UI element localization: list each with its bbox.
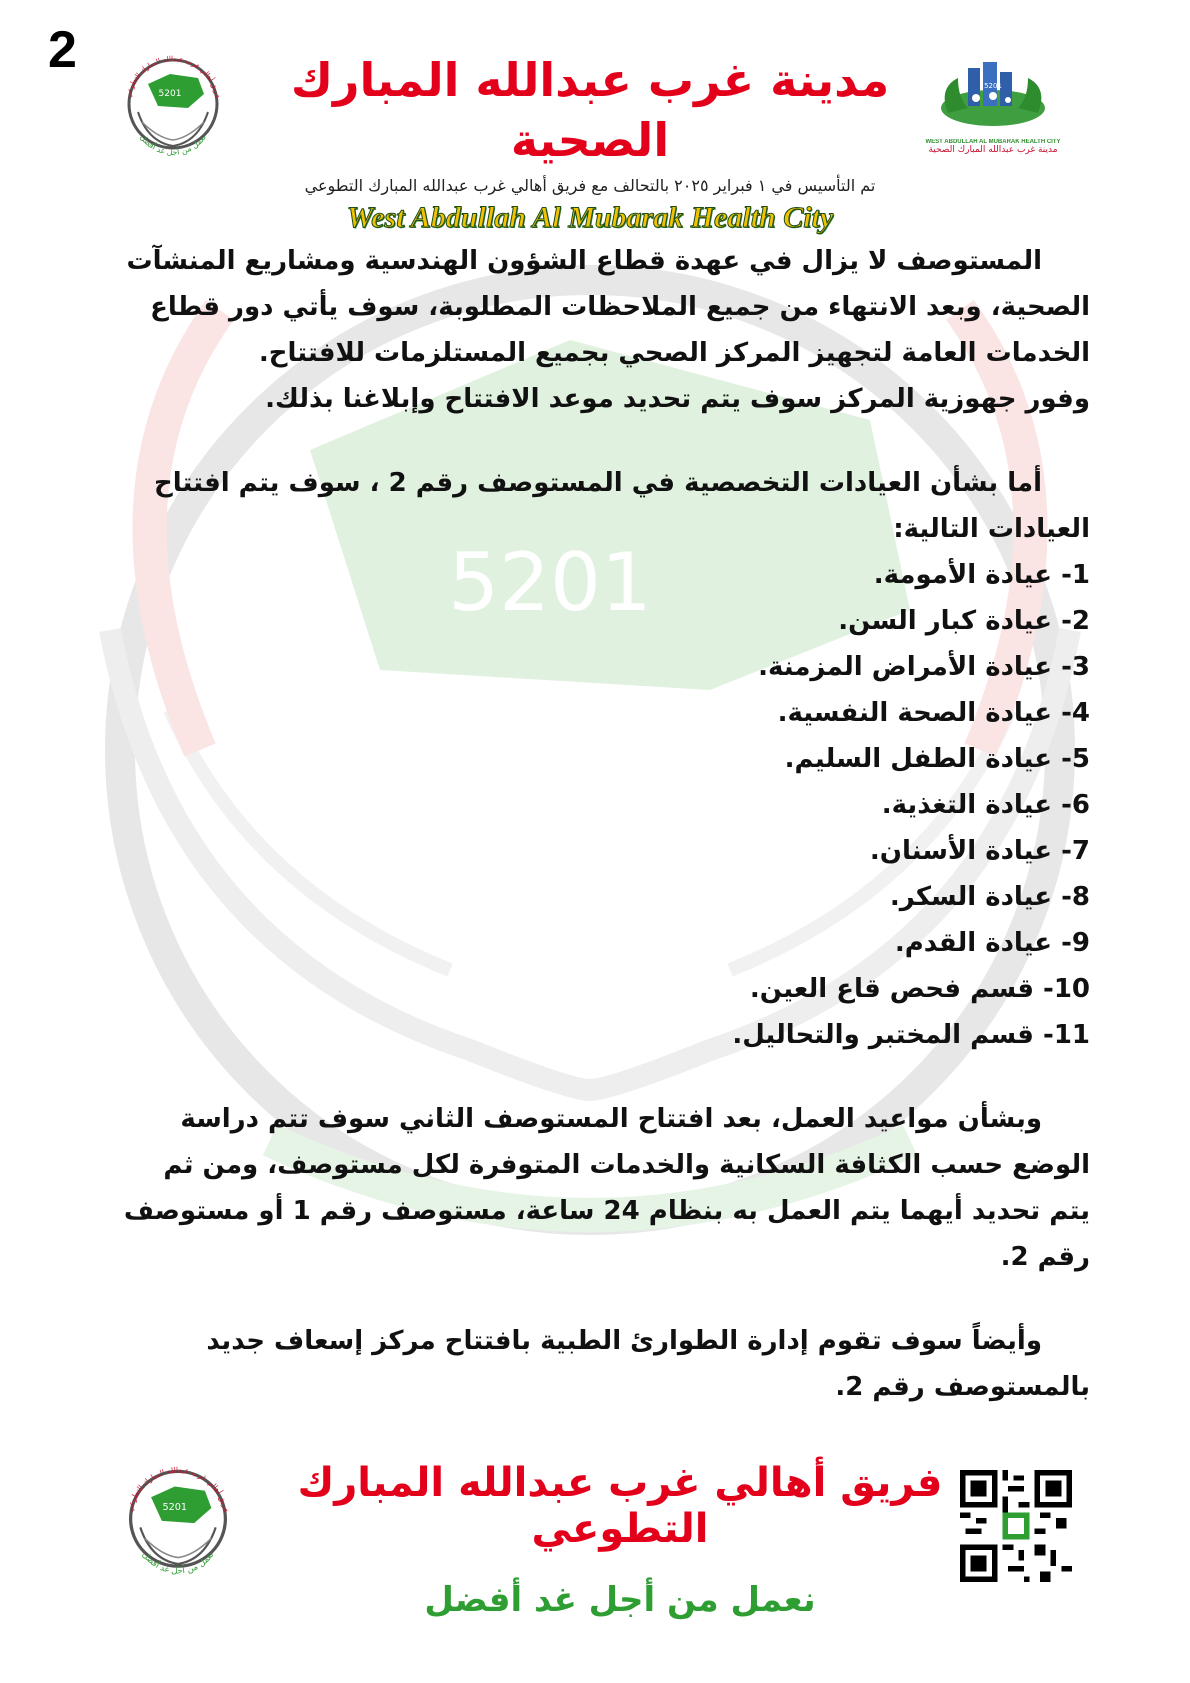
- city-title-ar: مدينة غرب عبدالله المبارك الصحية: [290, 53, 890, 167]
- right-logo-badge-number: 5201: [984, 82, 1002, 90]
- list-item: 10- قسم فحص قاع العين.: [749, 974, 1090, 1004]
- list-item: 5- عيادة الطفل السليم.: [784, 744, 1090, 774]
- watermark-badge-number: 5201: [448, 536, 652, 629]
- article-body: [120, 238, 1090, 1410]
- list-item: 8- عيادة السكر.: [889, 882, 1090, 912]
- right-logo-caption-en: WEST ABDULLAH AL MUBARAK HEALTH CITY: [925, 139, 1061, 145]
- footer-team-logo: [118, 1452, 238, 1596]
- clinic-list: [120, 552, 1090, 1058]
- team-logo: [118, 42, 228, 176]
- team-name: فريق أهالي غرب عبدالله المبارك التطوعي: [297, 1460, 943, 1552]
- list-item: 6- عيادة التغذية.: [881, 790, 1090, 820]
- paragraph-4: وأيضاً سوف تقوم إدارة الطوارئ الطبية بافتتاح مركز إسعاف جديد بالمستوصف رقم 2.: [206, 1326, 1090, 1402]
- logo-motto: نعمل من أجل غد أفضل: [138, 132, 208, 157]
- page-number: 2: [48, 21, 77, 79]
- logo-badge-number: 5201: [158, 89, 182, 99]
- list-item: 1- عيادة الأمومة.: [873, 560, 1090, 590]
- right-logo-caption-ar: مدينة غرب عبدالله المبارك الصحية: [928, 145, 1058, 155]
- founding-line: تم التأسيس في ١ فبراير ٢٠٢٥ بالتحالف مع فريق أهالي غرب عبدالله المبارك التطوعي: [304, 176, 876, 195]
- team-slogan: نعمل من أجل غد أفضل: [424, 1580, 816, 1620]
- list-item: 7- عيادة الأسنان.: [869, 836, 1090, 866]
- paragraph-1: المستوصف لا يزال في عهدة قطاع الشؤون الهندسية ومشاريع المنشآت الصحية، وبعد الانتهاء من جميع الملاحظات المطلوبة، سوف يأتي دور قطاع الخدمات العامة لتجهيز المركز الصحي بجميع المستلزمات للافتتاح.: [126, 246, 1090, 368]
- footer-logo-ring-text: فريق أهالي غرب عبدالله المبارك التطوعي: [125, 1465, 231, 1513]
- list-item: 3- عيادة الأمراض المزمنة.: [758, 652, 1090, 682]
- list-item: 4- عيادة الصحة النفسية.: [777, 698, 1090, 728]
- list-item: 11- قسم المختبر والتحاليل.: [732, 1020, 1090, 1050]
- list-item: 9- عيادة القدم.: [894, 928, 1090, 958]
- footer-logo-badge-number: 5201: [162, 1502, 188, 1514]
- list-item: 2- عيادة كبار السن.: [838, 606, 1090, 636]
- paragraph-2: أما بشأن العيادات التخصصية في المستوصف رقم 2 ، سوف يتم افتتاح العيادات التالية:: [153, 468, 1090, 544]
- qr-code[interactable]: [960, 1470, 1072, 1586]
- paragraph-3: وبشأن مواعيد العمل، بعد افتتاح المستوصف الثاني سوف تتم دراسة الوضع حسب الكثافة السكانية والخدمات المتوفرة لكل مستوصف، ومن ثم يتم تحديد أيهما يتم العمل به بنظام 24 ساعة، مستوصف رقم 1 أو مستوصف رقم 2.: [123, 1104, 1090, 1272]
- footer-logo-motto: نعمل من أجل غد أفضل: [139, 1550, 217, 1577]
- footer: [280, 1460, 960, 1620]
- health-city-logo: [918, 58, 1068, 155]
- logo-ring-text: فريق أهالي غرب عبدالله المبارك التطوعي: [124, 54, 222, 99]
- paragraph-1b: وفور جهوزية المركز سوف يتم تحديد موعد الافتتاح وإبلاغنا بذلك.: [265, 384, 1090, 414]
- city-title-en: West Abdullah Al Mubarak Health City: [346, 201, 834, 234]
